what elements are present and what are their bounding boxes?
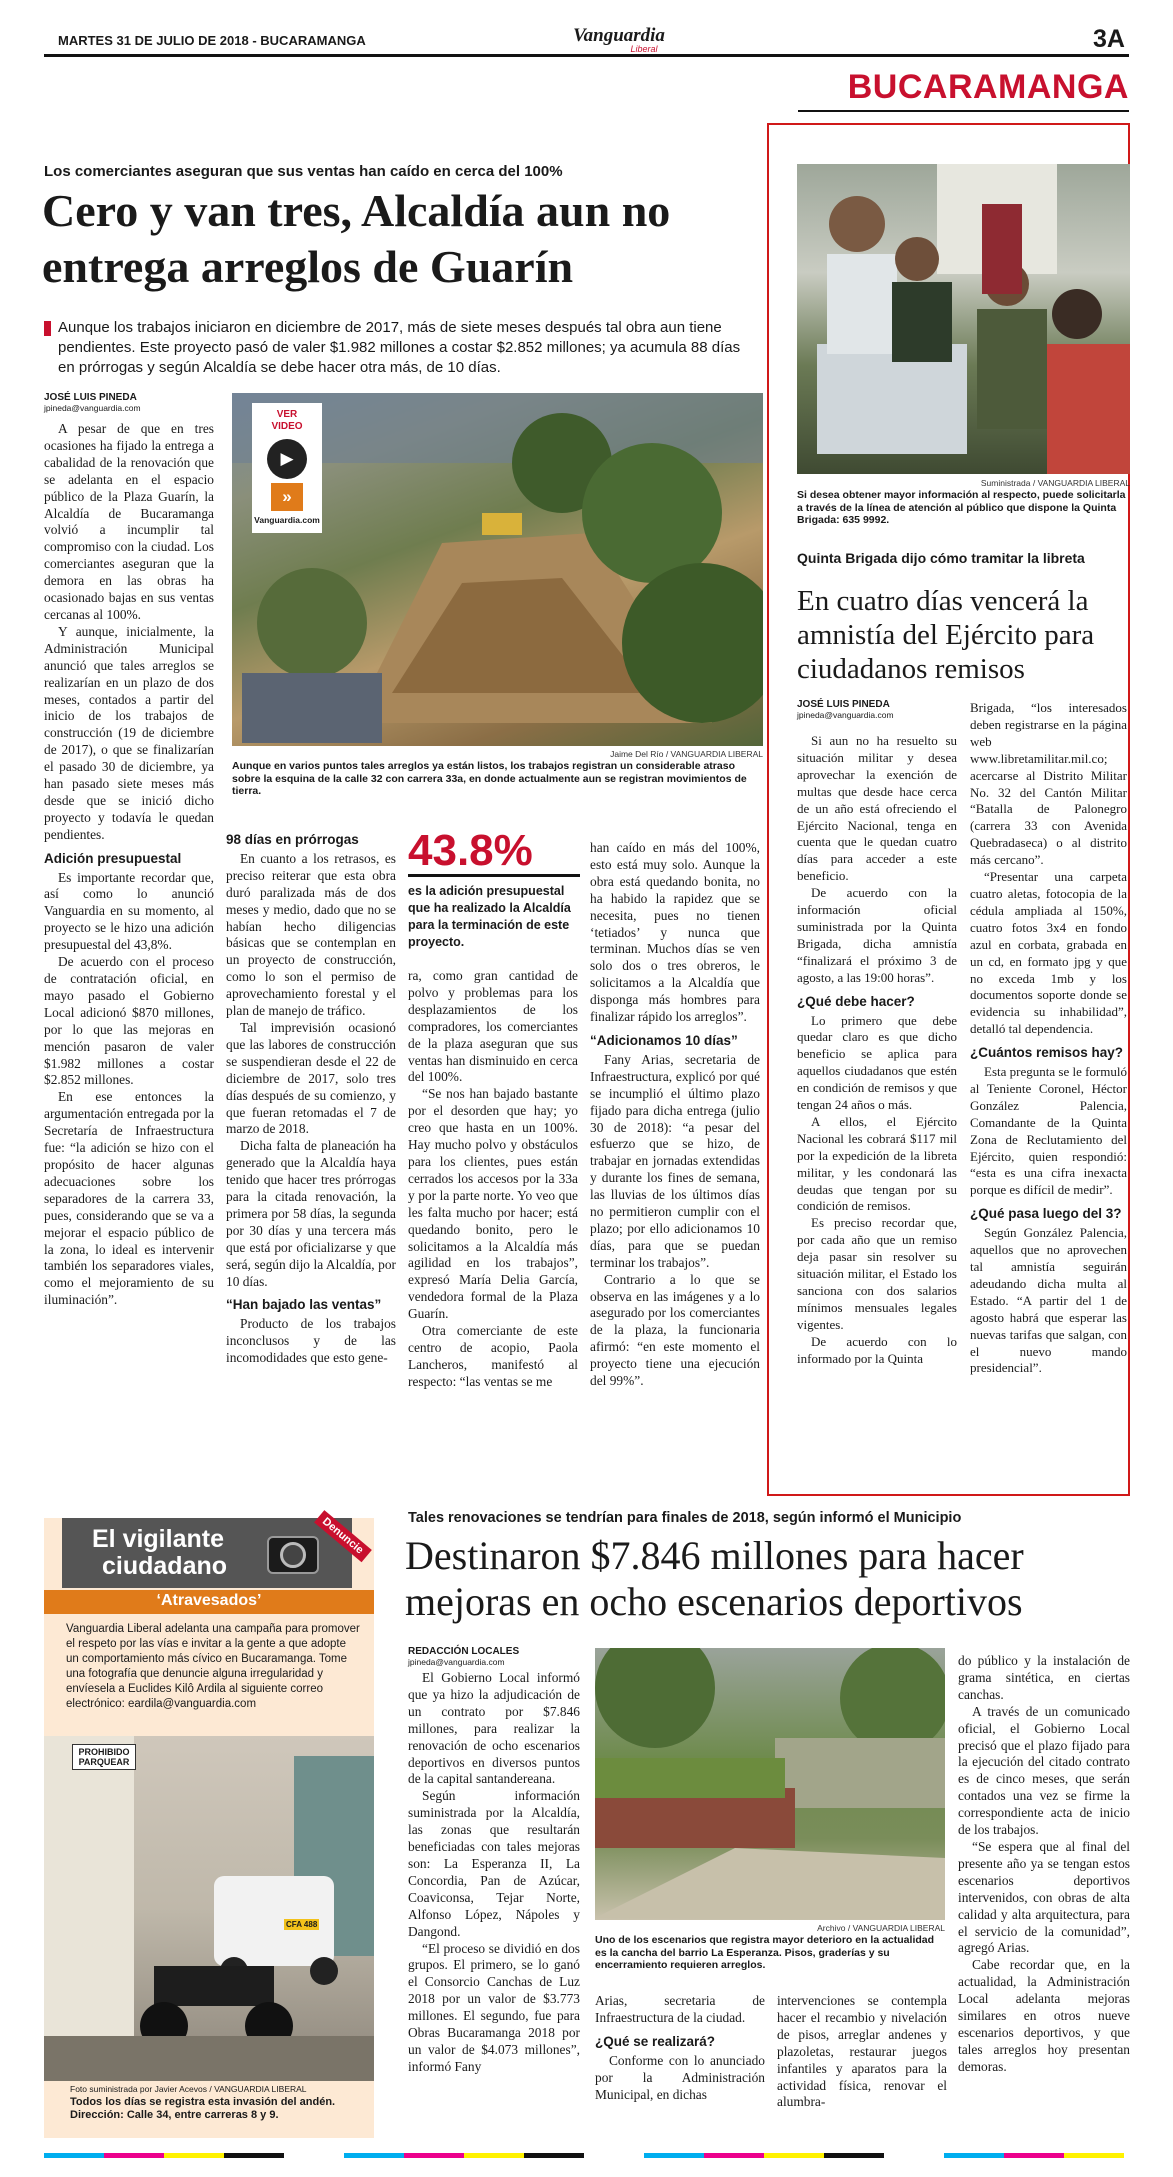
main-kicker: Los comerciantes aseguran que sus ventas han caído en cerca del 100% [44,163,563,180]
vigilante-subtitle: ‘Atravesados’ [156,1592,262,1609]
subhead-que-pasa: ¿Qué pasa luego del 3? [970,1206,1122,1222]
sports-column-3: intervenciones se contempla hacer el recambio y nivelación de pisos, arreglar andenes y plazoletas, restaurar juegos infantiles y aparatos para la actividad física, renovar el alumbra- [777,1993,947,2110]
main-lead: Aunque los trabajos iniciaron en diciembre de 2017, más de siete meses después tal obra aun tiene pendientes. Este proyecto pasó de valer $1.982 millones a costar $2.852 millones; ya acumula 88 días en prórrogas y según Alcaldía se debe hacer otra más, de 10 días. [44,318,759,378]
vigilante-caption: Todos los días se registra esta invasión del andén. Dirección: Calle 34, entre carreras 8 y 9. [70,2096,336,2121]
vigilante-photo [44,1736,374,2081]
subhead-adicionamos: “Adicionamos 10 días” [590,1032,738,1048]
sports-photo-caption: Uno de los escenarios que registra mayor deterioro en la actualidad es la cancha del barrio La Esperanza. Pisos, graderías y su encerramiento requieren arreglos. [595,1934,935,1971]
vigilante-photo-credit: Foto suministrada por Javier Acevos / VANGUARDIA LIBERAL [70,2084,307,2094]
license-plate: CFA 488 [286,1920,318,1929]
side-column-2: Brigada, “los interesados deben registrarse en la página web www.libretamilitar.mil.co; acercarse al Distrito Militar No. 32 del Cantón Militar “Batalla de Palonegro (carrera 33 con Avenida Quebradaseca) o al distrito más cercano”. “Presentar una carpeta cuatro aletas, fotocopia de la cédula ampliada al 150%, cuatro fotos 3x4 en fondo azul en corbata, grabada en un cd, en formato jpg y que no exceda 1mb y los documentos soporte donde se evidencia su inhabilidad”, detalló tal dependencia. ¿Cuántos remisos hay? Esta pregunta se le formuló al Teniente Coronel, Héctor González Palencia, Comandante de la Quinta Zona de Reclutamiento del Ejército, quien respondió: “esta es una cifra inexacta porque es difícil de medir”. ¿Qué pasa luego del 3? Según González Palencia, aquellos que no aprovechen tal amnistía seguirán adeudando dicha multa al Estado. “A partir del 1 de agosto habrá que esperar las nuevas tarifas que salgan, con el nuevo mando presidencial”. [970,700,1127,1376]
subhead-ventas: “Han bajado las ventas” [226,1297,382,1313]
page-number: 3A [1093,25,1125,53]
main-byline: JOSÉ LUIS PINEDA jpineda@vanguardia.com [44,392,141,413]
pull-quote [408,828,580,951]
main-column-3: ra, como gran cantidad de polvo y problemas para los desplazamientos de los compradores, los comerciantes de la plaza aseguran que sus ventas han disminuido en cerca del 100%. “Se nos han bajado bastante por el desorden que hay; yo creo que hasta en un 100%. Hay mucho polvo y obstáculos para los clientes, pues están cerrados los accesos por la 33a y por la parte norte. Yo veo que les falta mucho por hacer; está quedando bonito, pero le solicitamos a la Alcaldía más agilidad en los trabajos”, expresó María Delia García, vendedora formal de la Plaza Guarín. Otra comerciante de este centro de acopio, Paola Lancheros, manifestó al respecto: “las ventas se me [408,968,578,1389]
subhead-adicion: Adición presupuestal [44,850,182,866]
parked-motorcycle-image [44,1736,374,2081]
main-column-2: 98 días en prórrogas En cuanto a los retrasos, es preciso reiterar que esta obra duró paralizada más de dos meses y medio, dado que no se habían hecho diligencias básicas que se contemplan en un proyecto de construcción, como lo son el permiso de aprovechamiento forestal y el plan de manejo de tráfico. Tal imprevisión ocasionó que las labores de construcción se suspendieran desde el 22 de diciembre de 2017, solo tres días después de su comienzo, y que fueran retomadas el 7 de marzo de 2018. Dicha falta de planeación ha generado que la Alcaldía haya tenido que hacer tres prórrogas para la citada renovación, la primera por 58 días, la segunda por 30 días y una tercera más que está por oficializarse y que será, según dijo la Alcaldía, por 10 días. “Han bajado las ventas” Producto de los trabajos inconclusos y de las incomodidades que esto gene- [226,832,396,1366]
side-headline: En cuatro días vencerá la amnistía del Ejército para ciudadanos remisos [797,585,1095,685]
vigilante-intro: Vanguardia Liberal adelanta una campaña para promover el respeto por las vías e invitar a la gente a que adopte un comportamiento más cívico en Bucaramanga. Tome una fotografía que denuncie alguna irregularidad y envíesela a Euclides Kilô Ardila al siguiente correo electrónico: eardila@vanguardia.com [66,1623,360,1710]
main-photo-credit: Jaime Del Río / VANGUARDIA LIBERAL [610,749,763,759]
vigilante-box [44,1515,374,2138]
section-title: BUCARAMANGA [798,64,1129,112]
side-photo-credit: Suministrada / VANGUARDIA LIBERAL [980,478,1130,488]
video-camera-icon: ▶ [267,439,307,479]
sports-field-image [595,1648,945,1920]
main-photo-caption: Aunque en varios puntos tales arreglos ya están listos, los trabajos registran un considerable atraso sobre la esquina de la calle 32 con carrera 33a, en donde actualmente aun se registran movimientos de tierra. [232,760,747,797]
side-column-1: Si aun no ha resuelto su situación militar y desea aprovechar la exención de multas que desde hace cerca de un año está ofreciendo el Ejército Nacional, tenga en cuenta que le quedan cuatro días para acceder a este beneficio. De acuerdo con la información oficial suministrada por la Quinta Brigada, dicha amnistía “finalizará el próximo 3 de agosto, a las 19:00 horas”. ¿Qué debe hacer? Lo primero que debe quedar claro es que dicho beneficio se aplica para aquellos ciudadanos que estén en condición de remisos y que tengan 24 años o más. A ellos, el Ejército Nacional les cobrará $117 mil por la expedición de la libreta militar, y les condonará las deudas que tengan por su condición de remisos. Es preciso recordar que, por cada año que un remiso deja pasar sin resolver su situación militar, el Estado los sanciona con dos salarios mínimos mensuales legales vigentes. De acuerdo con lo informado por la Quinta [797,733,957,1366]
sports-kicker: Tales renovaciones se tendrían para finales de 2018, según informó el Municipio [408,1510,962,1526]
vigilante-banner: El vigilante ciudadano Denuncie [62,1518,352,1588]
main-headline: Cero y van tres, Alcaldía aun no entrega arreglos de Guarín [42,185,671,292]
sports-column-4: do público y la instalación de grama sintética, en ciertas canchas. A través de un comunicado oficial, el Gobierno Local precisó que el plazo fijado para la ejecución del citado contrato es de cinco meses, que serán contados una vez se firme la correspondiente acta de inicio de los trabajos. “Se espera que al final del presente año ya se tengan estos escenarios deportivos intervenidos, con obras de alta calidad y alta arquitectura, para el servicio de la comunidad”, agregó Arias. Cabe recordar que, en la actualidad, la Administración Local adelanta mejoras similares en otros nueve escenarios deportivos, y que tales arreglos hoy presentan demoras. [958,1653,1130,2074]
page-header [44,27,1129,57]
main-column-4: han caído en más del 100%, esto está muy solo. Aunque la obra está quedando bonita, no ha habido la rapidez que se necesita, pues no tienen ‘tetiados’ y nunca que terminan. Muchos días se ven solo dos o tres obreros, le solicitamos a la Alcaldía que disponga más hombres para finalizar rápido los arreglos”. “Adicionamos 10 días” Fany Arias, secretaria de Infraestructura, explicó por qué se incumplió el último plazo fijado para dicha entrega (julio 30 de 2018): “a pesar del esfuerzo que se hizo, de trabajar en jornadas extendidas y durante los fines de semana, las lluvias de los últimos días no permitieron cumplir con el plazo; por ello adicionamos 10 días, para que se puedan terminar los trabajos”. Contrario a lo que se observa en las imágenes y a lo asegurado por los comerciantes de la plaza, la funcionaria afirmó: “en este momento el proyecto tiene una ejecución del 99%”. [590,840,760,1389]
printer-color-bar [44,2148,1129,2158]
side-photo-caption: Si desea obtener mayor información al respecto, puede solicitarla a través de la línea de atención al público que dispone la Quinta Brigada: 635 9992. [797,489,1126,526]
sports-byline: REDACCIÓN LOCALES jpineda@vanguardia.com [408,1646,520,1667]
sports-photo-credit: Archivo / VANGUARDIA LIBERAL [817,1923,945,1933]
military-office-image [797,164,1130,474]
sports-column-2: Arias, secretaria de Infraestructura de la ciudad. ¿Qué se realizará? Conforme con lo anunciado por la Administración Municipal, en dichas [595,1993,765,2102]
video-promo[interactable]: VER VIDEO ▶ » Vanguardia.com [252,403,322,533]
sports-headline: Destinaron $7.846 millones para hacer mejoras en ocho escenarios deportivos [405,1533,1024,1624]
subhead-que-realizara: ¿Qué se realizará? [595,2033,716,2049]
subhead-que-hacer: ¿Qué debe hacer? [797,993,915,1009]
subhead-prorrogas: 98 días en prórrogas [226,832,359,847]
issue-date: MARTES 31 DE JULIO DE 2018 - BUCARAMANGA [58,33,366,48]
camera-icon [267,1536,319,1574]
denuncie-badge: Denuncie [314,1510,371,1562]
sports-column-1: El Gobierno Local informó que ya hizo la adjudicación de un contrato por $7.846 millones, para realizar la renovación de ocho escenarios deportivos en diversos puntos de la capital santandereana. Según información suministrada por la Alcaldía, las zonas que resultarán beneficiadas con tales mejoras son: La Esperanza II, La Concordia, Pan de Azúcar, Coaviconsa, Tejar Norte, Alfonso López, Nápoles y Dangond. “El proceso se dividió en dos grupos. El primero, se lo ganó el Consorcio Canchas de Luz 2018 por un valor de $3.773 millones. El segundo, fue para Obras Bucaramanga 2018 por un valor de $4.073 millones”, informó Fany [408,1670,580,2074]
logo: Vanguardia Liberal [573,25,665,54]
main-photo [232,393,763,746]
pull-number: 43.8% [408,828,580,877]
side-kicker: Quinta Brigada dijo cómo tramitar la libreta [797,550,1085,566]
side-byline: JOSÉ LUIS PINEDA jpineda@vanguardia.com [797,699,894,720]
main-column-1: A pesar de que en tres ocasiones ha fijado la entrega a cabalidad de la renovación que se adelanta en el espacio público de la Plaza Guarín, la Alcaldía de Bucaramanga volvió a incumplir tal compromiso con la ciudad. Los comerciantes aseguran que la demora en las obras ha ocasionado bajas en sus ventas cercanas al 100%. Y aunque, inicialmente, la Administración Municipal anunció que tales arreglos se realizarían en un plazo de dos meses, contados a partir del inicio de los trabajos de construcción (19 de diciembre de 2017), o que se finalizarían el pasado 30 de diciembre, ya han pasado siete meses más desde que se inició dicho proyecto y todavía le quedan pendientes. Adición presupuestal Es importante recordar que, así como lo anunció Vanguardia en su momento, al proyecto se le hizo una adición presupuestal del 43,8%. De acuerdo con el proceso de contratación oficial, en mayo pasado el Gobierno Local adicionó $870 millones, por lo que las mejoras en mención pasaron de valer $1.982 millones a costar $2.852 millones. En ese entonces la argumentación entregada por la Secretaría de Infraestructura fue: “la adición se hizo con el propósito de hacer algunas adecuaciones sobre los separadores de la carrera 33, pues, considerando que se va a mejorar el espacio público de la zona, lo ideal es intervenir también los separadores viales, como el mejoramiento de su iluminación”. [44,421,214,1308]
sports-photo [595,1648,945,1920]
side-photo [797,164,1130,474]
prohibido-sign: PROHIBIDO PARQUEAR [72,1744,136,1770]
chevron-right-icon: » [271,483,303,511]
lead-marker [44,321,51,336]
pull-text: es la adición presupuestal que ha realizado la Alcaldía para la terminación de este proyecto. [408,884,571,949]
subhead-cuantos: ¿Cuántos remisos hay? [970,1045,1124,1061]
